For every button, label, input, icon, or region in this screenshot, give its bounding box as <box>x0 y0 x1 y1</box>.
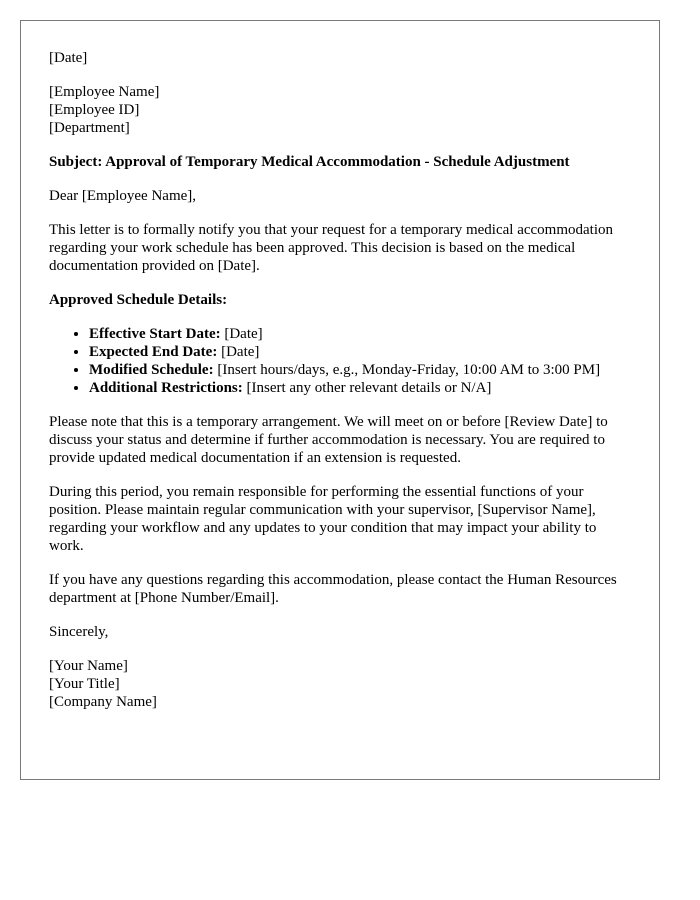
detail-value: [Insert any other relevant details or N/A] <box>242 380 492 396</box>
letter-closing: Sincerely, <box>49 624 109 640</box>
detail-item-end-date <box>89 343 631 361</box>
detail-value: [Date] <box>217 344 260 360</box>
contact-paragraph: If you have any questions regarding this accommodation, please contact the Human Resources department at [Phone Number/Email]. <box>49 572 617 606</box>
details-heading: Approved Schedule Details: <box>49 292 228 308</box>
signature-title: [Your Title] <box>49 676 120 692</box>
detail-label: Modified Schedule: <box>89 362 214 378</box>
responsibility-paragraph: During this period, you remain responsible for performing the essential functions of your position. Please maintain regular communication with your supervisor, [Supervisor Name], regarding your workflow and any updates to your condition that may impact your ability to work. <box>49 484 597 554</box>
letter-page <box>20 20 660 780</box>
intro-paragraph: This letter is to formally notify you that your request for a temporary medical accommodation regarding your work schedule has been approved. This decision is based on the medical documentation provided on [Date]. <box>49 222 614 274</box>
letter-subject: Subject: Approval of Temporary Medical Accommodation - Schedule Adjustment <box>49 154 570 170</box>
letter-greeting: Dear [Employee Name], <box>49 188 197 204</box>
letter-date: [Date] <box>49 50 88 66</box>
recipient-block <box>49 83 631 137</box>
schedule-details-list <box>49 325 631 397</box>
detail-label: Additional Restrictions: <box>89 380 243 396</box>
detail-item-restrictions <box>89 379 631 397</box>
detail-item-modified-schedule <box>89 361 631 379</box>
review-paragraph: Please note that this is a temporary arrangement. We will meet on or before [Review Date] to discuss your status and determine if further accommodation is necessary. You are required to provide updated medical documentation if an extension is requested. <box>49 414 608 466</box>
detail-value: [Date] <box>220 326 263 342</box>
signature-name: [Your Name] <box>49 658 128 674</box>
signature-company: [Company Name] <box>49 694 157 710</box>
recipient-name: [Employee Name] <box>49 84 160 100</box>
detail-label: Effective Start Date: <box>89 326 221 342</box>
recipient-id: [Employee ID] <box>49 102 140 118</box>
detail-value: [Insert hours/days, e.g., Monday-Friday, 10:00 AM to 3:00 PM] <box>213 362 601 378</box>
detail-label: Expected End Date: <box>89 344 218 360</box>
recipient-department: [Department] <box>49 120 130 136</box>
signature-block <box>49 657 631 711</box>
detail-item-start-date <box>89 325 631 343</box>
